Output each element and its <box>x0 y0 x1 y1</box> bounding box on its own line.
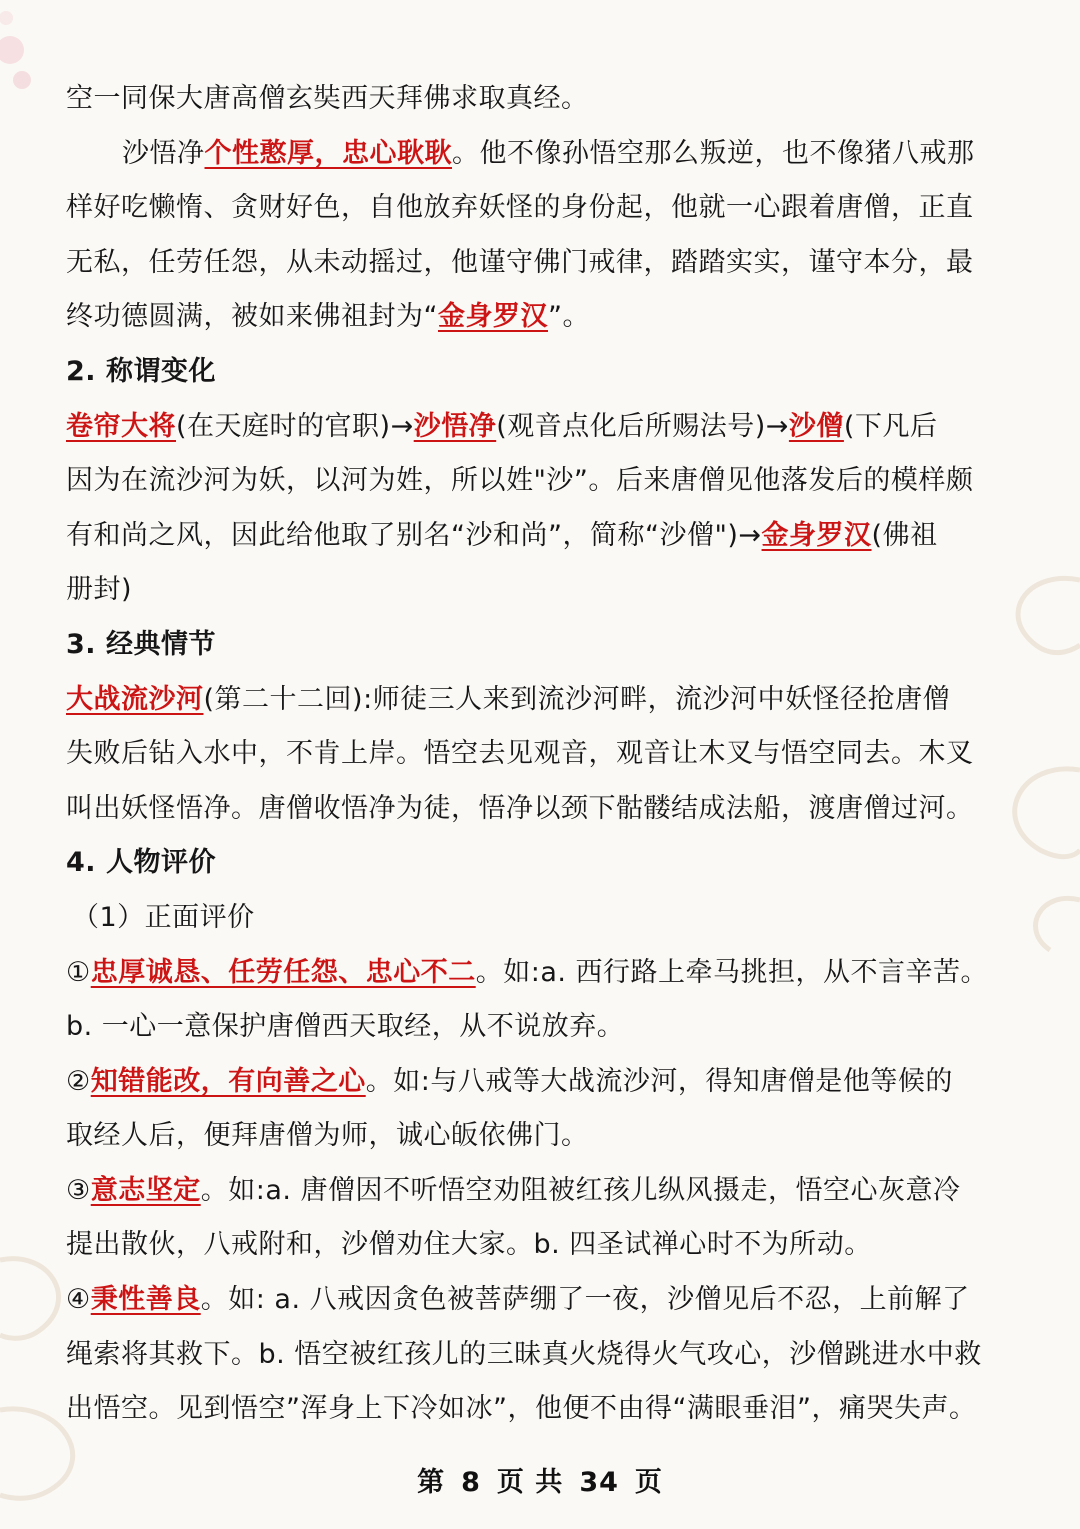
section-heading: 4. 人物评价 <box>66 847 216 879</box>
subsection-heading: （1）正面评价 <box>72 901 255 933</box>
highlight-keyword: 金身罗汉 <box>438 301 548 333</box>
paragraph-line: 出悟空。见到悟空”浑身上下冷如冰”，他便不由得“满眼垂泪”，痛哭失声。 <box>66 1393 977 1425</box>
paragraph-line: 绳索将其救下。b. 悟空被红孩儿的三昧真火烧得火气攻心，沙僧跳进水中救 <box>66 1338 982 1370</box>
highlight-keyword: 沙僧 <box>788 410 844 442</box>
footer-middle: 页 共 <box>496 1467 564 1498</box>
total-pages: 34 <box>579 1467 619 1498</box>
paragraph-line: 卷帘大将(在天庭时的官职)→沙悟净(观音点化后所赐法号)→沙僧(下凡后 <box>66 410 938 442</box>
highlight-keyword: 大战流沙河 <box>66 683 204 715</box>
paragraph-line: 失败后钻入水中，不肯上岸。悟空去见观音，观音让木叉与悟空同去。木叉 <box>66 738 974 770</box>
paragraph-line: 取经人后，便拜唐僧为师，诚心皈依佛门。 <box>66 1120 589 1152</box>
highlight-keyword: 意志坚定 <box>90 1174 201 1206</box>
page-number: 8 <box>461 1467 481 1498</box>
paragraph-line: 册封) <box>66 574 133 606</box>
paragraph-line: ③意志坚定。如:a. 唐僧因不听悟空劝阻被红孩儿纵风摄走，悟空心灰意冷 <box>66 1174 961 1206</box>
document-body <box>66 72 1016 1437</box>
highlight-keyword: 秉性善良 <box>90 1284 201 1316</box>
highlight-keyword: 个性憨厚，忠心耿耿 <box>204 137 452 169</box>
section-heading: 3. 经典情节 <box>66 628 216 660</box>
paragraph-line: 沙悟净个性憨厚，忠心耿耿。他不像孙悟空那么叛逆，也不像猪八戒那 <box>122 137 975 169</box>
paragraph-line: ①忠厚诚恳、任劳任怨、忠心不二。如:a. 西行路上牵马挑担，从不言辛苦。 <box>66 956 989 988</box>
paragraph-line: 空一同保大唐高僧玄奘西天拜佛求取真经。 <box>66 83 589 114</box>
footer-prefix: 第 <box>417 1467 446 1498</box>
paragraph-line: b. 一心一意保护唐僧西天取经，从不说放弃。 <box>66 1011 625 1043</box>
footer-suffix: 页 <box>634 1467 663 1498</box>
paragraph-line: ④秉性善良。如: a. 八戒因贪色被菩萨绷了一夜，沙僧见后不忍，上前解了 <box>66 1284 970 1316</box>
paragraph-line: 有和尚之风，因此给他取了别名“沙和尚”，简称“沙僧")→金身罗汉(佛祖 <box>66 519 938 551</box>
paragraph-line: 样好吃懒惰、贪财好色，自他放弃妖怪的身份起，他就一心跟着唐僧，正直 <box>66 192 974 224</box>
highlight-keyword: 忠厚诚恳、任劳任怨、忠心不二 <box>90 956 476 988</box>
section-heading: 2. 称谓变化 <box>66 355 216 387</box>
highlight-keyword: 卷帘大将 <box>66 410 176 442</box>
paragraph-line: 无私，任劳任怨，从未动摇过，他谨守佛门戒律，踏踏实实，谨守本分，最 <box>66 246 974 278</box>
highlight-keyword: 金身罗汉 <box>761 519 872 551</box>
paragraph-line: 终功德圆满，被如来佛祖封为“金身罗汉”。 <box>66 301 590 333</box>
highlight-keyword: 沙悟净 <box>413 410 497 442</box>
page-footer <box>0 1460 1080 1499</box>
highlight-keyword: 知错能改，有向善之心 <box>90 1065 366 1097</box>
paragraph-line: ②知错能改，有向善之心。如:与八戒等大战流沙河，得知唐僧是他等候的 <box>66 1065 953 1097</box>
paragraph-line: 大战流沙河(第二十二回):师徒三人来到流沙河畔，流沙河中妖怪径抢唐僧 <box>66 683 951 715</box>
blossom-decoration <box>0 0 70 110</box>
paragraph-line: 因为在流沙河为妖，以河为姓，所以姓"沙”。后来唐僧见他落发后的模样颇 <box>66 465 974 497</box>
paragraph-line: 叫出妖怪悟净。唐僧收悟净为徒，悟净以颈下骷髅结成法船，渡唐僧过河。 <box>66 792 974 824</box>
paragraph-line: 提出散伙，八戒附和，沙僧劝住大家。b. 四圣试禅心时不为所动。 <box>66 1229 872 1261</box>
